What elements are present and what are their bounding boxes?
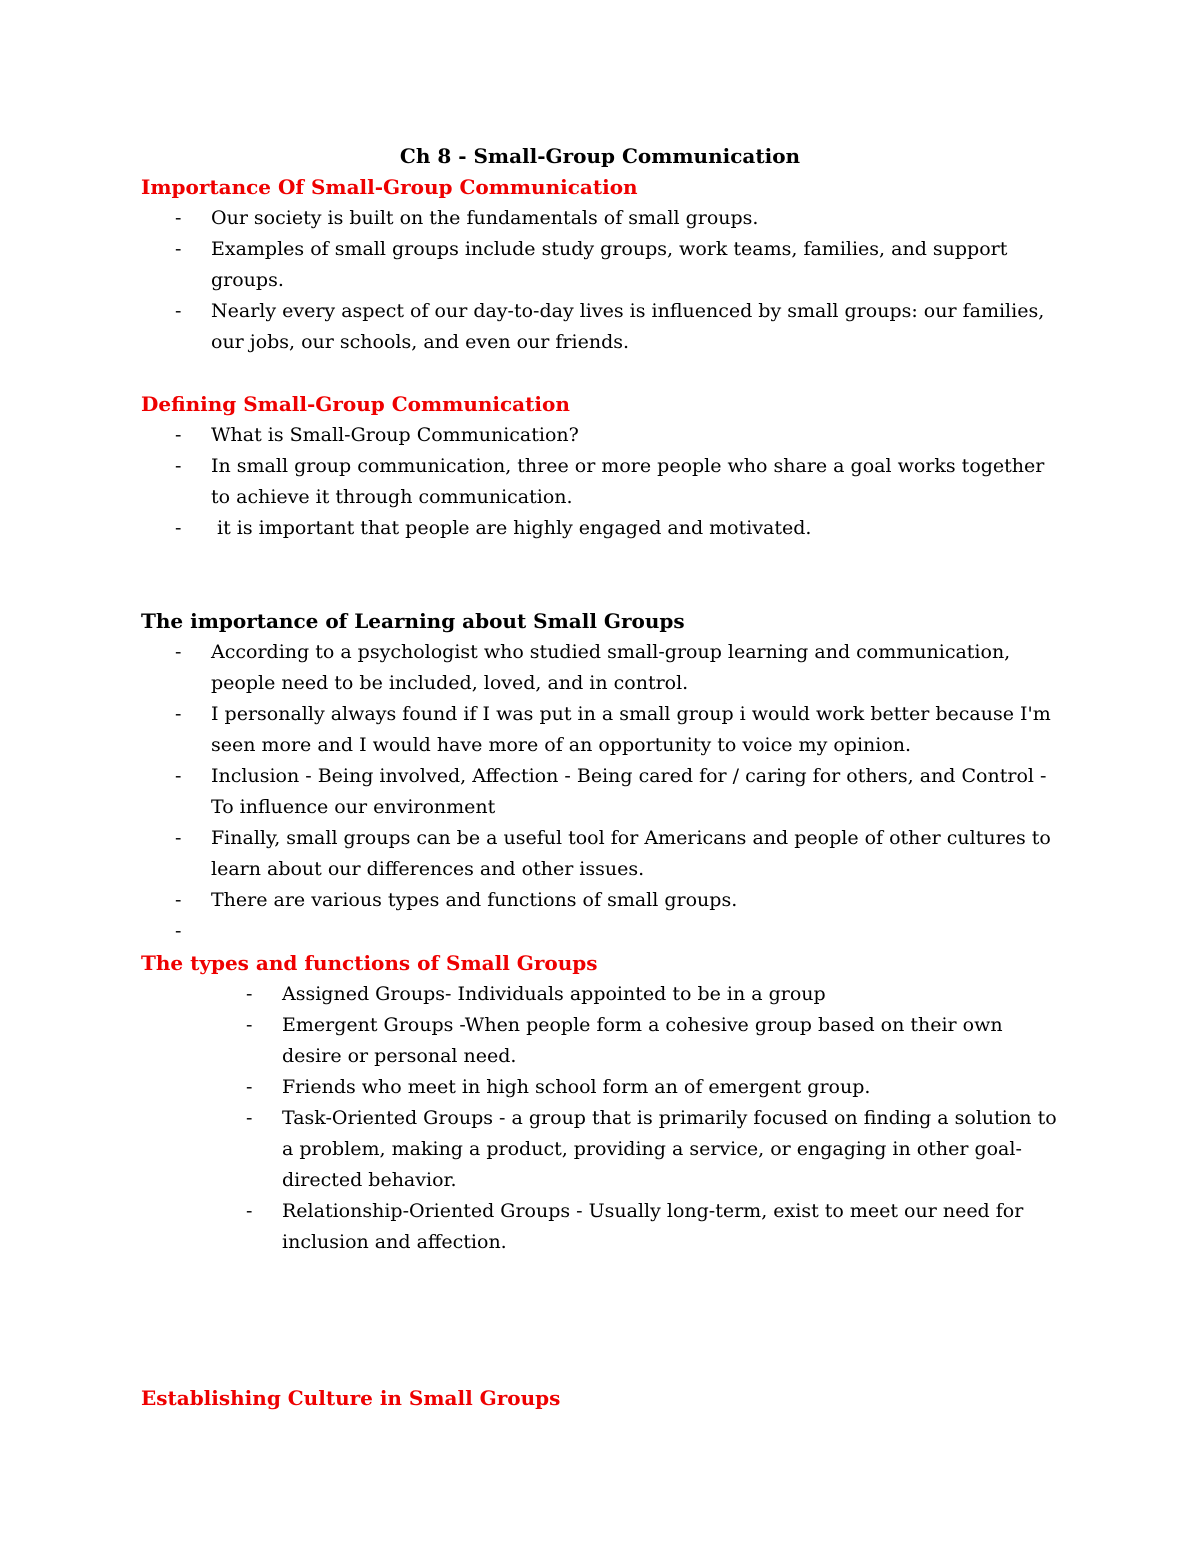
list-item	[175, 916, 1065, 947]
list-item: - What is Small-Group Communication?	[175, 420, 1065, 451]
bullet-list-defining	[175, 420, 1065, 544]
list-item: - I personally always found if I was put in a small group i would work better because I'm seen more and I would have more of an opportunity to voice my opinion.	[175, 699, 1065, 761]
bullet-dash: -	[175, 641, 182, 663]
page-title: Ch 8 - Small-Group Communication	[399, 144, 801, 168]
list-item: - Inclusion - Being involved, Affection - Being cared for / caring for others, and Control - To influence our environment	[175, 761, 1065, 823]
list-item: - Friends who meet in high school form an of emergent group.	[246, 1072, 1066, 1103]
bullet-list-types	[246, 979, 1066, 1258]
bullet-dash: -	[246, 1107, 253, 1129]
bullet-dash: -	[175, 889, 182, 911]
list-item: - Task-Oriented Groups - a group that is primarily focused on finding a solution to a problem, making a product, providing a service, or engaging in other goal-directed behavior.	[246, 1103, 1066, 1196]
bullet-dash: -	[175, 920, 182, 942]
bullet-list-importance	[175, 203, 1065, 358]
bullet-dash: -	[175, 455, 182, 477]
section-heading-learning: The importance of Learning about Small Groups	[141, 609, 685, 633]
bullet-dash: -	[175, 424, 182, 446]
bullet-dash: -	[246, 983, 253, 1005]
list-item: - Emergent Groups -When people form a cohesive group based on their own desire or personal need.	[246, 1010, 1066, 1072]
list-item: - Our society is built on the fundamentals of small groups.	[175, 203, 1065, 234]
section-heading-types: The types and functions of Small Groups	[141, 951, 598, 975]
bullet-dash: -	[246, 1014, 253, 1036]
list-item: - Finally, small groups can be a useful tool for Americans and people of other cultures to learn about our differences and other issues.	[175, 823, 1065, 885]
list-item: - There are various types and functions of small groups.	[175, 885, 1065, 916]
list-item: - Examples of small groups include study groups, work teams, families, and support groups.	[175, 234, 1065, 296]
bullet-dash: -	[175, 765, 182, 787]
list-item: - Relationship-Oriented Groups - Usually long-term, exist to meet our need for inclusion and affection.	[246, 1196, 1066, 1258]
bullet-dash: -	[246, 1076, 253, 1098]
bullet-dash: -	[175, 238, 182, 260]
bullet-dash: -	[175, 827, 182, 849]
bullet-dash: -	[175, 703, 182, 725]
bullet-dash: -	[246, 1200, 253, 1222]
section-heading-defining: Defining Small-Group Communication	[141, 392, 570, 416]
list-item: - Assigned Groups- Individuals appointed to be in a group	[246, 979, 1066, 1010]
bullet-dash: -	[175, 207, 182, 229]
bullet-list-learning	[175, 637, 1065, 947]
section-heading-culture: Establishing Culture in Small Groups	[141, 1386, 561, 1410]
bullet-dash: -	[175, 300, 182, 322]
list-item: - According to a psychologist who studied small-group learning and communication, people need to be included, loved, and in control.	[175, 637, 1065, 699]
bullet-dash: -	[175, 517, 182, 539]
list-item: - Nearly every aspect of our day-to-day lives is influenced by small groups: our families, our jobs, our schools, and even our friends.	[175, 296, 1065, 358]
section-heading-importance: Importance Of Small-Group Communication	[141, 175, 638, 199]
list-item: - it is important that people are highly engaged and motivated.	[175, 513, 1065, 544]
list-item: - In small group communication, three or more people who share a goal works together to achieve it through communication.	[175, 451, 1065, 513]
